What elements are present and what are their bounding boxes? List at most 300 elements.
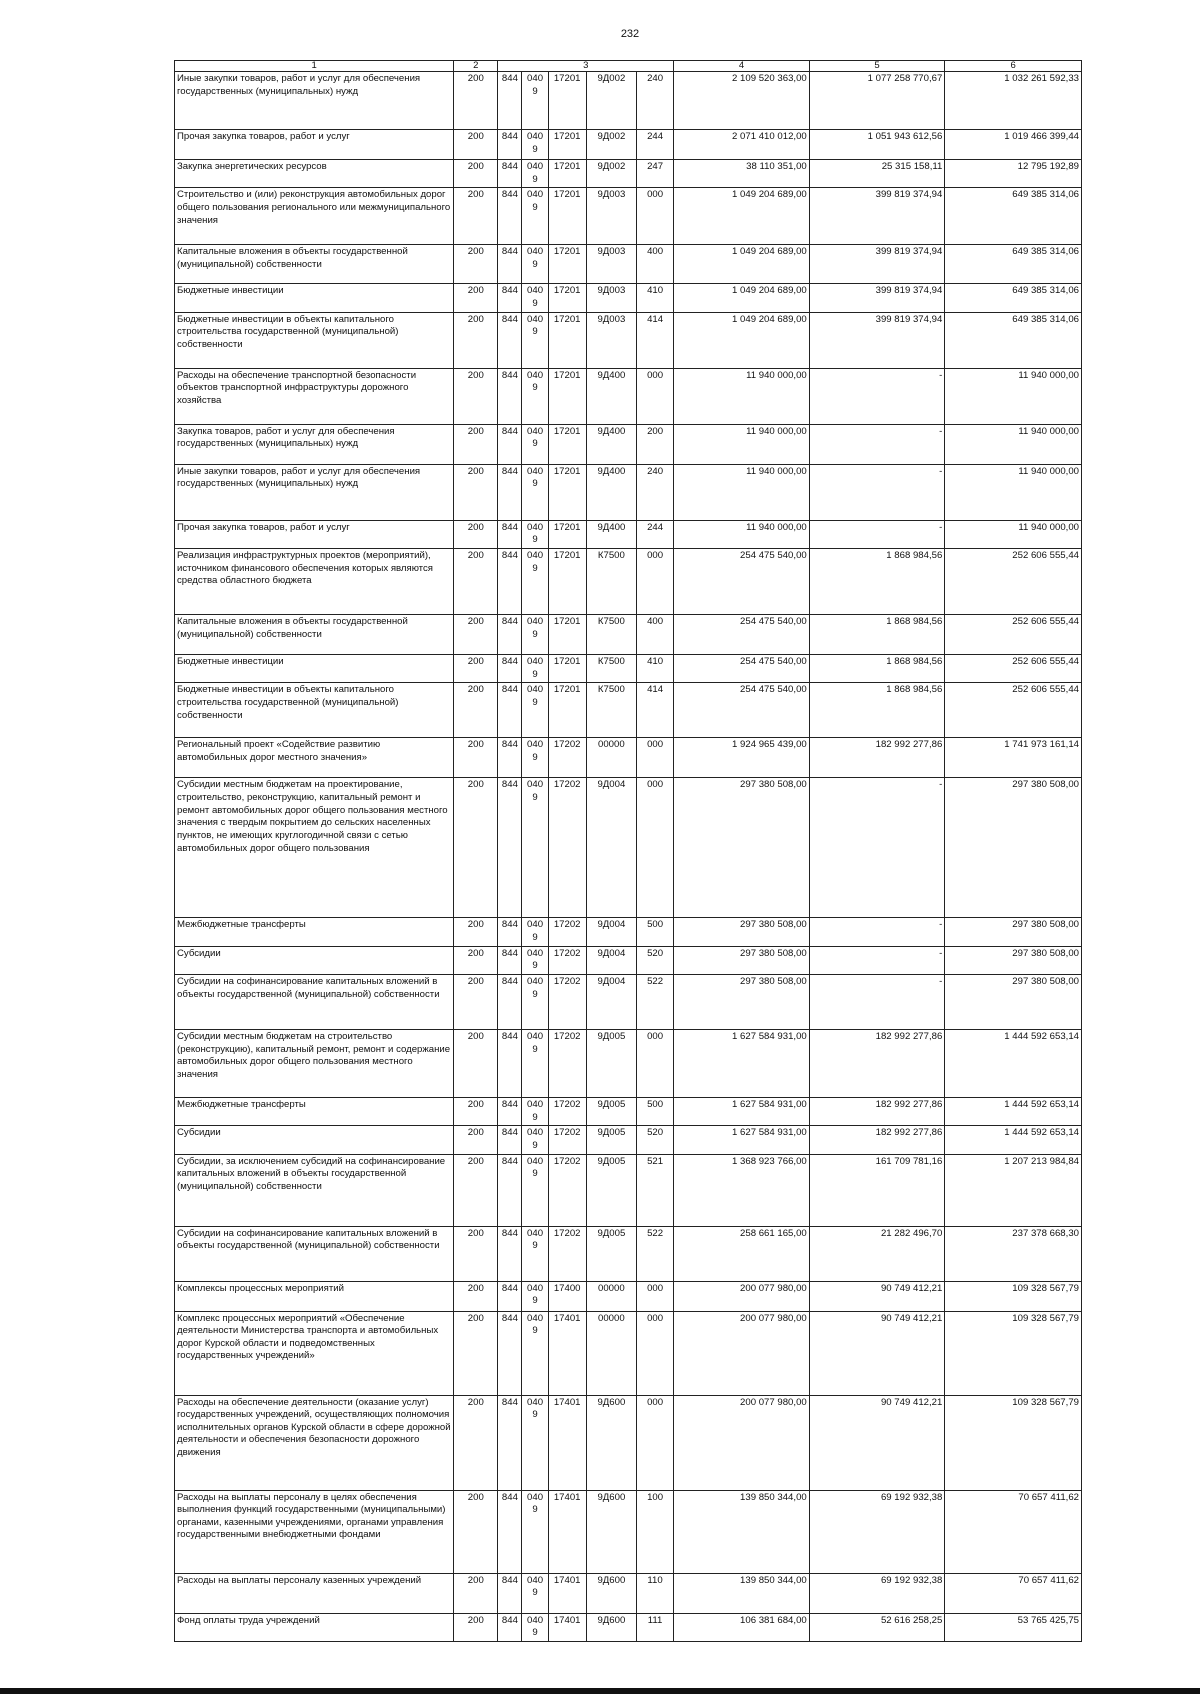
row-name: Закупка товаров, работ и услуг для обеспечения государственных (муниципальных) нужд <box>175 424 454 464</box>
row-program: 17202 <box>548 974 586 1029</box>
row-value-5: 69 192 932,38 <box>809 1573 945 1613</box>
row-code: 200 <box>454 738 498 778</box>
table-row <box>175 1154 1082 1226</box>
row-name: Комплексы процессных мероприятий <box>175 1281 454 1311</box>
row-value-5: 399 819 374,94 <box>809 188 945 245</box>
row-program: 17401 <box>548 1613 586 1641</box>
row-direction: 9Д400 <box>586 368 636 424</box>
row-program: 17201 <box>548 72 586 130</box>
table-row <box>175 188 1082 245</box>
row-direction: 9Д005 <box>586 1226 636 1281</box>
row-value-5: 1 868 984,56 <box>809 548 945 614</box>
row-expense-type: 000 <box>636 368 673 424</box>
row-value-6: 70 657 411,62 <box>945 1490 1082 1573</box>
table-row <box>175 160 1082 188</box>
row-program: 17201 <box>548 464 586 520</box>
row-name: Строительство и (или) реконструкция автомобильных дорог общего пользования регионального или межмуниципального значения <box>175 188 454 245</box>
table-row <box>175 245 1082 284</box>
row-value-4: 1 049 204 689,00 <box>674 284 810 312</box>
row-value-4: 2 109 520 363,00 <box>674 72 810 130</box>
row-section: 0409 <box>522 1395 548 1490</box>
row-code: 200 <box>454 245 498 284</box>
header-row <box>175 61 1082 72</box>
row-direction: 9Д003 <box>586 284 636 312</box>
row-section: 0409 <box>522 1097 548 1125</box>
row-value-5: 182 992 277,86 <box>809 738 945 778</box>
row-name: Межбюджетные трансферты <box>175 918 454 946</box>
row-expense-type: 200 <box>636 424 673 464</box>
row-section: 0409 <box>522 1573 548 1613</box>
row-direction: 9Д004 <box>586 778 636 918</box>
row-value-4: 297 380 508,00 <box>674 974 810 1029</box>
row-code: 200 <box>454 614 498 654</box>
row-grbs: 844 <box>498 188 522 245</box>
row-value-6: 649 385 314,06 <box>945 284 1082 312</box>
row-direction: 9Д002 <box>586 160 636 188</box>
row-grbs: 844 <box>498 72 522 130</box>
row-value-6: 1 019 466 399,44 <box>945 130 1082 160</box>
row-name: Расходы на обеспечение деятельности (оказание услуг) государственных учреждений, осуществляющих полномочия исполнительных органов Курской области в сфере дорожной деятельности и обеспечения безопасности дорожного движения <box>175 1395 454 1490</box>
row-direction: 9Д003 <box>586 188 636 245</box>
row-expense-type: 414 <box>636 312 673 368</box>
row-grbs: 844 <box>498 614 522 654</box>
row-value-6: 649 385 314,06 <box>945 312 1082 368</box>
row-value-4: 11 940 000,00 <box>674 520 810 548</box>
row-value-6: 12 795 192,89 <box>945 160 1082 188</box>
row-expense-type: 110 <box>636 1573 673 1613</box>
budget-table <box>174 60 1082 1642</box>
row-direction: 9Д600 <box>586 1573 636 1613</box>
row-name: Расходы на выплаты персоналу казенных учреждений <box>175 1573 454 1613</box>
row-value-6: 297 380 508,00 <box>945 918 1082 946</box>
table-row <box>175 548 1082 614</box>
row-name: Иные закупки товаров, работ и услуг для обеспечения государственных (муниципальных) нужд <box>175 464 454 520</box>
row-grbs: 844 <box>498 130 522 160</box>
row-code: 200 <box>454 974 498 1029</box>
row-value-6: 1 444 592 653,14 <box>945 1126 1082 1154</box>
row-name: Субсидии <box>175 946 454 974</box>
row-value-5: - <box>809 778 945 918</box>
row-value-5: 399 819 374,94 <box>809 245 945 284</box>
row-grbs: 844 <box>498 974 522 1029</box>
row-direction: К7500 <box>586 654 636 682</box>
row-section: 0409 <box>522 1613 548 1641</box>
row-direction: 9Д002 <box>586 72 636 130</box>
row-value-5: 399 819 374,94 <box>809 284 945 312</box>
row-value-5: 69 192 932,38 <box>809 1490 945 1573</box>
row-grbs: 844 <box>498 312 522 368</box>
row-code: 200 <box>454 918 498 946</box>
row-value-5: 182 992 277,86 <box>809 1097 945 1125</box>
row-value-4: 1 368 923 766,00 <box>674 1154 810 1226</box>
row-expense-type: 400 <box>636 245 673 284</box>
table-row <box>175 72 1082 130</box>
row-direction: 9Д400 <box>586 520 636 548</box>
row-value-4: 139 850 344,00 <box>674 1490 810 1573</box>
row-expense-type: 000 <box>636 1395 673 1490</box>
row-expense-type: 240 <box>636 464 673 520</box>
table-row <box>175 946 1082 974</box>
row-value-5: - <box>809 918 945 946</box>
row-code: 200 <box>454 1097 498 1125</box>
row-grbs: 844 <box>498 520 522 548</box>
row-direction: 9Д004 <box>586 946 636 974</box>
row-program: 17202 <box>548 1226 586 1281</box>
row-value-6: 70 657 411,62 <box>945 1573 1082 1613</box>
row-expense-type: 400 <box>636 614 673 654</box>
row-expense-type: 520 <box>636 946 673 974</box>
table-row <box>175 974 1082 1029</box>
row-section: 0409 <box>522 738 548 778</box>
row-value-5: - <box>809 368 945 424</box>
row-direction: 9Д005 <box>586 1029 636 1097</box>
row-program: 17201 <box>548 424 586 464</box>
row-grbs: 844 <box>498 1097 522 1125</box>
row-program: 17401 <box>548 1311 586 1395</box>
row-program: 17201 <box>548 284 586 312</box>
row-value-4: 297 380 508,00 <box>674 918 810 946</box>
row-value-5: - <box>809 520 945 548</box>
row-name: Субсидии <box>175 1126 454 1154</box>
row-name: Прочая закупка товаров, работ и услуг <box>175 130 454 160</box>
row-name: Региональный проект «Содействие развитию автомобильных дорог местного значения» <box>175 738 454 778</box>
row-name: Расходы на обеспечение транспортной безопасности объектов транспортной инфраструктуры дорожного хозяйства <box>175 368 454 424</box>
row-value-6: 11 940 000,00 <box>945 520 1082 548</box>
row-name: Фонд оплаты труда учреждений <box>175 1613 454 1641</box>
row-name: Субсидии местным бюджетам на строительство (реконструкцию), капитальный ремонт, ремонт и содержание автомобильных дорог общего пользования местного значения <box>175 1029 454 1097</box>
row-expense-type: 410 <box>636 284 673 312</box>
table-row <box>175 1613 1082 1641</box>
row-grbs: 844 <box>498 245 522 284</box>
row-section: 0409 <box>522 284 548 312</box>
row-expense-type: 000 <box>636 778 673 918</box>
row-value-4: 11 940 000,00 <box>674 464 810 520</box>
row-code: 200 <box>454 284 498 312</box>
row-code: 200 <box>454 1395 498 1490</box>
table-row <box>175 1281 1082 1311</box>
row-direction: 9Д004 <box>586 918 636 946</box>
row-code: 200 <box>454 72 498 130</box>
row-value-6: 297 380 508,00 <box>945 974 1082 1029</box>
row-grbs: 844 <box>498 683 522 738</box>
row-section: 0409 <box>522 424 548 464</box>
row-expense-type: 000 <box>636 1029 673 1097</box>
row-value-4: 11 940 000,00 <box>674 424 810 464</box>
row-value-5: 90 749 412,21 <box>809 1311 945 1395</box>
row-section: 0409 <box>522 130 548 160</box>
row-value-5: - <box>809 974 945 1029</box>
row-grbs: 844 <box>498 654 522 682</box>
row-direction: 9Д600 <box>586 1490 636 1573</box>
table-row <box>175 1226 1082 1281</box>
row-code: 200 <box>454 1029 498 1097</box>
row-code: 200 <box>454 683 498 738</box>
row-program: 17202 <box>548 918 586 946</box>
row-direction: 9Д600 <box>586 1613 636 1641</box>
row-grbs: 844 <box>498 1573 522 1613</box>
row-expense-type: 522 <box>636 974 673 1029</box>
row-code: 200 <box>454 548 498 614</box>
row-value-4: 1 627 584 931,00 <box>674 1029 810 1097</box>
row-section: 0409 <box>522 548 548 614</box>
row-value-6: 1 032 261 592,33 <box>945 72 1082 130</box>
row-section: 0409 <box>522 1226 548 1281</box>
row-grbs: 844 <box>498 1613 522 1641</box>
row-expense-type: 247 <box>636 160 673 188</box>
row-value-5: 52 616 258,25 <box>809 1613 945 1641</box>
row-value-4: 258 661 165,00 <box>674 1226 810 1281</box>
row-value-6: 297 380 508,00 <box>945 778 1082 918</box>
row-grbs: 844 <box>498 1126 522 1154</box>
row-section: 0409 <box>522 614 548 654</box>
row-section: 0409 <box>522 72 548 130</box>
row-direction: 9Д003 <box>586 245 636 284</box>
row-value-6: 11 940 000,00 <box>945 368 1082 424</box>
row-value-4: 254 475 540,00 <box>674 548 810 614</box>
row-grbs: 844 <box>498 284 522 312</box>
row-value-4: 1 049 204 689,00 <box>674 188 810 245</box>
row-name: Расходы на выплаты персоналу в целях обеспечения выполнения функций государственными (муниципальными) органами, казенными учреждениями, органами управления государственными внебюджетными фондами <box>175 1490 454 1573</box>
row-expense-type: 244 <box>636 130 673 160</box>
row-program: 17201 <box>548 683 586 738</box>
row-program: 17202 <box>548 1126 586 1154</box>
row-program: 17202 <box>548 1154 586 1226</box>
row-value-5: 161 709 781,16 <box>809 1154 945 1226</box>
row-value-6: 297 380 508,00 <box>945 946 1082 974</box>
table-row <box>175 424 1082 464</box>
row-value-4: 254 475 540,00 <box>674 683 810 738</box>
table-row <box>175 464 1082 520</box>
header-col-5: 5 <box>809 61 945 72</box>
row-value-4: 1 049 204 689,00 <box>674 312 810 368</box>
row-program: 17201 <box>548 312 586 368</box>
row-section: 0409 <box>522 368 548 424</box>
row-direction: 00000 <box>586 1311 636 1395</box>
row-section: 0409 <box>522 1126 548 1154</box>
row-grbs: 844 <box>498 1281 522 1311</box>
row-name: Комплекс процессных мероприятий «Обеспечение деятельности Министерства транспорта и автомобильных дорог Курской области и подведомственных государственных учреждений» <box>175 1311 454 1395</box>
header-col-1: 1 <box>175 61 454 72</box>
row-code: 200 <box>454 520 498 548</box>
row-program: 17202 <box>548 1029 586 1097</box>
table-row <box>175 1490 1082 1573</box>
row-name: Субсидии, за исключением субсидий на софинансирование капитальных вложений в объекты государственной (муниципальной) собственности <box>175 1154 454 1226</box>
row-grbs: 844 <box>498 1029 522 1097</box>
row-code: 200 <box>454 946 498 974</box>
table-row <box>175 614 1082 654</box>
row-code: 200 <box>454 188 498 245</box>
row-program: 17400 <box>548 1281 586 1311</box>
row-value-4: 200 077 980,00 <box>674 1395 810 1490</box>
row-value-5: - <box>809 424 945 464</box>
row-section: 0409 <box>522 1490 548 1573</box>
row-value-6: 252 606 555,44 <box>945 683 1082 738</box>
header-col-2: 2 <box>454 61 498 72</box>
row-value-4: 200 077 980,00 <box>674 1311 810 1395</box>
table-row <box>175 312 1082 368</box>
row-name: Бюджетные инвестиции в объекты капитального строительства государственной (муниципальной) собственности <box>175 312 454 368</box>
row-name: Бюджетные инвестиции <box>175 654 454 682</box>
row-section: 0409 <box>522 312 548 368</box>
row-section: 0409 <box>522 1281 548 1311</box>
budget-table-wrap <box>174 60 1082 1642</box>
row-expense-type: 240 <box>636 72 673 130</box>
row-code: 200 <box>454 368 498 424</box>
row-name: Бюджетные инвестиции в объекты капитального строительства государственной (муниципальной) собственности <box>175 683 454 738</box>
row-direction: 9Д400 <box>586 464 636 520</box>
row-section: 0409 <box>522 1311 548 1395</box>
row-direction: К7500 <box>586 548 636 614</box>
row-value-4: 200 077 980,00 <box>674 1281 810 1311</box>
row-code: 200 <box>454 312 498 368</box>
row-name: Закупка энергетических ресурсов <box>175 160 454 188</box>
table-row <box>175 1126 1082 1154</box>
row-program: 17201 <box>548 130 586 160</box>
row-code: 200 <box>454 1311 498 1395</box>
row-value-4: 106 381 684,00 <box>674 1613 810 1641</box>
row-value-6: 109 328 567,79 <box>945 1281 1082 1311</box>
row-grbs: 844 <box>498 1226 522 1281</box>
row-value-5: 1 868 984,56 <box>809 614 945 654</box>
row-direction: 00000 <box>586 1281 636 1311</box>
row-expense-type: 244 <box>636 520 673 548</box>
row-direction: 9Д004 <box>586 974 636 1029</box>
row-code: 200 <box>454 654 498 682</box>
row-value-4: 1 627 584 931,00 <box>674 1097 810 1125</box>
row-direction: 9Д005 <box>586 1126 636 1154</box>
row-section: 0409 <box>522 160 548 188</box>
table-row <box>175 368 1082 424</box>
row-value-5: 1 051 943 612,56 <box>809 130 945 160</box>
row-name: Межбюджетные трансферты <box>175 1097 454 1125</box>
row-direction: 9Д002 <box>586 130 636 160</box>
row-value-4: 38 110 351,00 <box>674 160 810 188</box>
row-code: 200 <box>454 1490 498 1573</box>
row-value-4: 297 380 508,00 <box>674 778 810 918</box>
row-value-6: 109 328 567,79 <box>945 1395 1082 1490</box>
row-section: 0409 <box>522 946 548 974</box>
row-section: 0409 <box>522 188 548 245</box>
table-row <box>175 654 1082 682</box>
row-direction: 9Д600 <box>586 1395 636 1490</box>
row-section: 0409 <box>522 778 548 918</box>
row-expense-type: 521 <box>636 1154 673 1226</box>
table-row <box>175 1573 1082 1613</box>
row-expense-type: 000 <box>636 1281 673 1311</box>
row-code: 200 <box>454 1226 498 1281</box>
row-expense-type: 111 <box>636 1613 673 1641</box>
row-program: 17202 <box>548 738 586 778</box>
row-direction: 9Д003 <box>586 312 636 368</box>
row-code: 200 <box>454 1281 498 1311</box>
row-section: 0409 <box>522 683 548 738</box>
row-expense-type: 522 <box>636 1226 673 1281</box>
row-name: Прочая закупка товаров, работ и услуг <box>175 520 454 548</box>
table-row <box>175 683 1082 738</box>
row-code: 200 <box>454 1573 498 1613</box>
table-row <box>175 284 1082 312</box>
row-program: 17201 <box>548 368 586 424</box>
row-expense-type: 410 <box>636 654 673 682</box>
row-code: 200 <box>454 1154 498 1226</box>
row-grbs: 844 <box>498 160 522 188</box>
table-row <box>175 738 1082 778</box>
row-code: 200 <box>454 130 498 160</box>
row-value-6: 252 606 555,44 <box>945 614 1082 654</box>
row-grbs: 844 <box>498 1154 522 1226</box>
row-value-6: 1 207 213 984,84 <box>945 1154 1082 1226</box>
row-value-4: 11 940 000,00 <box>674 368 810 424</box>
row-code: 200 <box>454 1126 498 1154</box>
table-row <box>175 1097 1082 1125</box>
row-value-4: 2 071 410 012,00 <box>674 130 810 160</box>
row-grbs: 844 <box>498 548 522 614</box>
row-program: 17201 <box>548 160 586 188</box>
header-col-3: 3 <box>498 61 674 72</box>
row-value-4: 1 924 965 439,00 <box>674 738 810 778</box>
row-expense-type: 000 <box>636 1311 673 1395</box>
row-value-5: 182 992 277,86 <box>809 1029 945 1097</box>
row-grbs: 844 <box>498 368 522 424</box>
row-grbs: 844 <box>498 1490 522 1573</box>
row-value-6: 1 741 973 161,14 <box>945 738 1082 778</box>
scan-edge-bar <box>0 1688 1200 1694</box>
row-grbs: 844 <box>498 738 522 778</box>
page-number: 232 <box>620 28 640 40</box>
row-name: Бюджетные инвестиции <box>175 284 454 312</box>
row-value-5: 1 868 984,56 <box>809 654 945 682</box>
row-name: Субсидии на софинансирование капитальных вложений в объекты государственной (муниципальной) собственности <box>175 1226 454 1281</box>
row-code: 200 <box>454 1613 498 1641</box>
row-grbs: 844 <box>498 918 522 946</box>
row-grbs: 844 <box>498 778 522 918</box>
row-section: 0409 <box>522 520 548 548</box>
row-section: 0409 <box>522 1154 548 1226</box>
row-value-6: 1 444 592 653,14 <box>945 1097 1082 1125</box>
row-grbs: 844 <box>498 424 522 464</box>
row-value-6: 252 606 555,44 <box>945 654 1082 682</box>
row-program: 17201 <box>548 654 586 682</box>
header-col-4: 4 <box>674 61 810 72</box>
table-row <box>175 778 1082 918</box>
row-value-6: 109 328 567,79 <box>945 1311 1082 1395</box>
row-value-5: 21 282 496,70 <box>809 1226 945 1281</box>
row-grbs: 844 <box>498 1311 522 1395</box>
row-value-6: 11 940 000,00 <box>945 424 1082 464</box>
row-value-5: 90 749 412,21 <box>809 1281 945 1311</box>
row-expense-type: 414 <box>636 683 673 738</box>
table-row <box>175 1029 1082 1097</box>
table-row <box>175 1395 1082 1490</box>
row-program: 17401 <box>548 1490 586 1573</box>
row-value-6: 252 606 555,44 <box>945 548 1082 614</box>
row-direction: К7500 <box>586 683 636 738</box>
row-grbs: 844 <box>498 464 522 520</box>
row-value-5: - <box>809 946 945 974</box>
row-section: 0409 <box>522 1029 548 1097</box>
row-direction: К7500 <box>586 614 636 654</box>
table-row <box>175 1311 1082 1395</box>
row-program: 17202 <box>548 778 586 918</box>
table-row <box>175 520 1082 548</box>
row-value-5: 1 077 258 770,67 <box>809 72 945 130</box>
row-name: Капитальные вложения в объекты государственной (муниципальной) собственности <box>175 245 454 284</box>
row-program: 17201 <box>548 520 586 548</box>
row-name: Капитальные вложения в объекты государственной (муниципальной) собственности <box>175 614 454 654</box>
row-value-6: 53 765 425,75 <box>945 1613 1082 1641</box>
row-expense-type: 500 <box>636 918 673 946</box>
row-value-5: 1 868 984,56 <box>809 683 945 738</box>
